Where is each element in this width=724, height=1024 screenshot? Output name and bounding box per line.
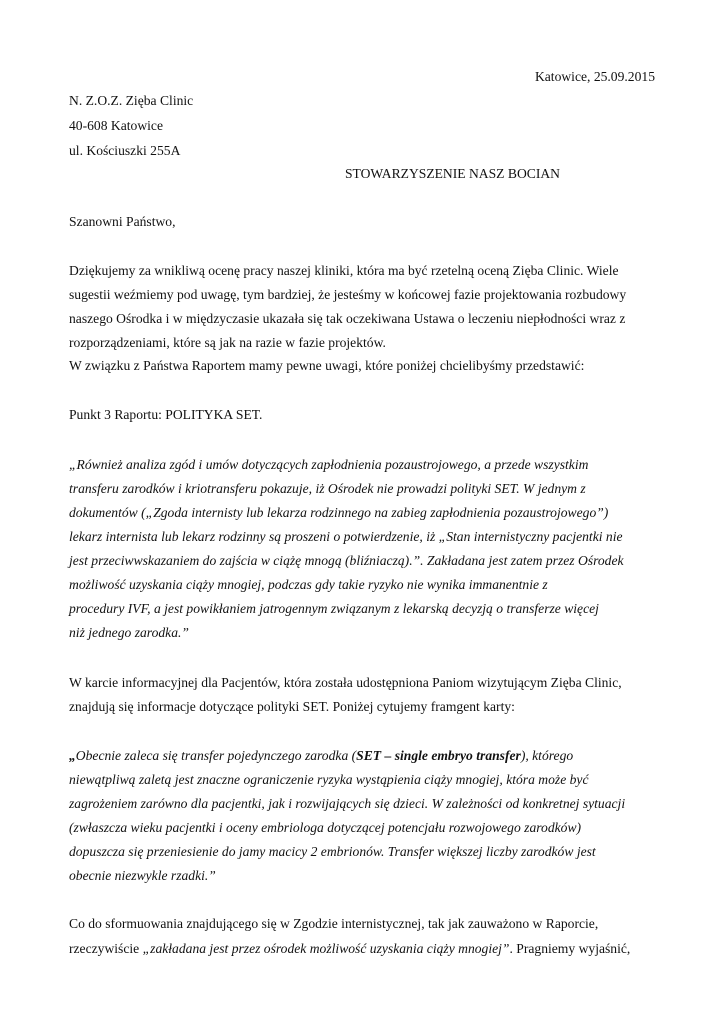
intro-line: sugestii weźmiemy pod uwagę, tym bardziej, że jesteśmy w końcowej fazie projektowania rozbudowy [69, 287, 627, 302]
report-quote-line: dokumentów („Zgoda internisty lub lekarza rodzinnego na zabieg zapłodnienia pozaustrojowego”) [69, 505, 609, 520]
closing-text: . Pragniemy wyjaśnić, [509, 941, 631, 956]
sender-name: N. Z.O.Z. Zięba Clinic [69, 93, 194, 108]
card-quote-first-line [69, 748, 573, 764]
report-quote-line: „Również analiza zgód i umów dotyczących zapłodnienia pozaustrojowego, a przede wszystkim [69, 457, 589, 472]
card-intro-line: W karcie informacyjnej dla Pacjentów, która została udostępniona Paniom wizytującym Zięba Clinic, [69, 675, 622, 690]
open-quote-mark: „ [69, 748, 76, 763]
report-quote-line: możliwość uzyskania ciąży mnogiej, podczas gdy takie ryzyko nie wynika immanentnie z [69, 577, 548, 592]
card-quote-line: (zwłaszcza wieku pacjentki i oceny embriologa dotyczącej potencjału rozwojowego zarodków) [69, 820, 582, 835]
report-quote-line: jest przeciwwskazaniem do zajścia w ciążę mnogą (bliźniaczą).”. Zakładana jest zatem przez Ośrodek [69, 553, 624, 568]
card-quote-line: obecnie niezwykle rzadki.” [69, 868, 216, 883]
intro-line: W związku z Państwa Raportem mamy pewne uwagi, które poniżej chcielibyśmy przedstawić: [69, 358, 585, 373]
closing-quote: „zakładana jest przez ośrodek możliwość uzyskania ciąży mnogiej” [142, 941, 510, 956]
card-quote-line: zagrożeniem zarówno dla pacjentki, jak i rozwijających się dzieci. W zależności od konkretnej sytuacji [69, 796, 626, 811]
salutation: Szanowni Państwo, [69, 214, 176, 229]
intro-line: rozporządzeniami, które są jak na razie w fazie projektów. [69, 335, 386, 350]
point-heading: Punkt 3 Raportu: POLITYKA SET. [69, 407, 263, 422]
intro-line: Dziękujemy za wnikliwą ocenę pracy naszej kliniki, która ma być rzetelną oceną Zięba Clinic. Wiele [69, 263, 619, 278]
closing-line [69, 941, 630, 957]
card-quote-line: dopuszcza się przeniesienie do jamy macicy 2 embrionów. Transfer większej liczby zarodków jest [69, 844, 596, 859]
card-quote-text: ), którego [520, 748, 574, 763]
closing-line: Co do sformuowania znajdującego się w Zgodzie internistycznej, tak jak zauważono w Raporcie, [69, 916, 599, 931]
intro-line: naszego Ośrodka i w międzyczasie ukazała się tak oczekiwana Ustawa o leczeniu niepłodności wraz z [69, 311, 626, 326]
recipient: STOWARZYSZENIE NASZ BOCIAN [345, 166, 560, 181]
card-intro-line: znajdują się informacje dotyczące polityki SET. Poniżej cytujemy framgent karty: [69, 699, 515, 714]
place-date: Katowice, 25.09.2015 [534, 69, 655, 84]
card-quote-line: niewątpliwą zaletą jest znaczne ograniczenie ryzyka wystąpienia ciąży mnogiej, która może być [69, 772, 589, 787]
sender-postal-city: 40-608 Katowice [69, 118, 163, 133]
report-quote-line: lekarz internista lub lekarz rodzinny są proszeni o potwierdzenie, iż „Stan internistyczny pacjentki nie [69, 529, 623, 544]
card-quote-text: Obecnie zaleca się transfer pojedynczego zarodka ( [75, 748, 357, 763]
closing-text: rzeczywiście [69, 941, 143, 956]
report-quote-line: transferu zarodków i kriotransferu pokazuje, iż Ośrodek nie prowadzi polityki SET. W jednym z [69, 481, 586, 496]
report-quote-line: niż jednego zarodka.” [69, 625, 189, 640]
set-term: SET – single embryo transfer [356, 748, 521, 763]
sender-street: ul. Kościuszki 255A [69, 143, 181, 158]
report-quote-line: procedury IVF, a jest powikłaniem jatrogennym związanym z lekarską decyzją o transferze więcej [69, 601, 599, 616]
